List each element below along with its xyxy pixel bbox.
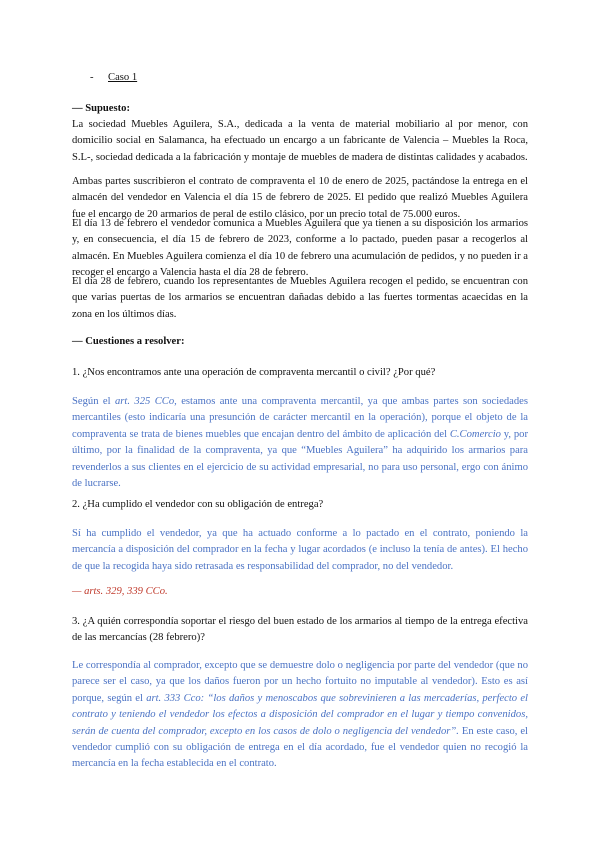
supuesto-paragraph-1: La sociedad Muebles Aguilera, S.A., dedicada a la venta de material mobiliario al por menor, con domicilio social en Salamanca, ha efectuado un encargo a un fabricante de Valencia – Muebles la Roca, S.L-, sociedad dedicada a la fabricación y montaje de muebles de madera de distintas calidades y acabados.	[72, 119, 528, 163]
supuesto-paragraph-3: El día 13 de febrero el vendedor comunica a Muebles Aguilera que ya tienen a su disposición los armarios y, en consecuencia, el día 15 de febrero de 2023, conforme a lo pactado, pueden pasar a recogerlos al almacén. En Muebles Aguilera comienza el día 10 de febrero una acumulación de pedidos, y no pueden ir a recoger el encargo a Valencia hasta el día 28 de febrero.	[72, 218, 528, 279]
supuesto-heading: — Supuesto:	[72, 103, 130, 114]
answer-3-quote: art. 333 Cco: “los daños y menoscabos que sobrevinieren a las mercaderías, perfecto el contrato y teniendo el vendedor los efectos a disposición del comprador en el lugar y tiempo convenidos, serán de cuenta del comprador, excepto en los casos de dolo o negligencia del vendedor”.	[72, 692, 528, 737]
answer-3	[72, 658, 528, 773]
answer-3-text-a: Le correspondía al comprador, excepto que se demuestre dolo o negligencia por parte del vendedor (que no parece ser el caso, ya que los daños fueron por un hecho fortuito no imputable al vendedor). Esto es así porque, según el	[72, 660, 528, 704]
list-bullet: -	[90, 72, 94, 83]
answer-1-text-b: estamos ante una compraventa mercantil, ya que ambas partes son sociedades mercantiles (esto indicaría una presunción de carácter mercantil en la operación), porque el objeto de la compraventa se trata de bienes muebles que encajan dentro del ámbito de aplicación del	[72, 396, 528, 440]
answer-2: Sí ha cumplido el vendedor, ya que ha actuado conforme a lo pactado en el contrato, poniendo la mercancía a disposición del comprador en la fecha y lugar acordados (e incluso la tenía de antes). El hecho de que la recogida haya sido retrasada es responsabilidad del comprador, no del vendedor.	[72, 528, 528, 572]
answer-2-references: — arts. 329, 339 CCo.	[72, 586, 168, 597]
answer-3-text-b: En este caso, el vendedor cumplió con su obligación de entrega en el día acordado, fue el vendedor quien no recogió la mercancía en la fecha establecida en el contrato.	[72, 725, 528, 770]
supuesto-paragraph-4: El día 28 de febrero, cuando los representantes de Muebles Aguilera recogen el pedido, se encuentran con que varias puertas de los armarios se encuentran dañadas debido a las fuertes tormentas acaecidas en la zona en los últimos días.	[72, 276, 528, 320]
question-3: 3. ¿A quién correspondía soportar el riesgo del buen estado de los armarios al tiempo de la entrega efectiva de las mercancías (28 febrero)?	[72, 616, 528, 644]
answer-1-reference-2: C.Comercio	[449, 428, 501, 440]
answer-1-text-a: Según el	[72, 396, 115, 407]
question-1: 1. ¿Nos encontramos ante una operación de compraventa mercantil o civil? ¿Por qué?	[72, 367, 436, 378]
case-title: Caso 1	[108, 72, 138, 83]
supuesto-paragraph-2: Ambas partes suscribieron el contrato de compraventa el 10 de enero de 2025, pactándose la entrega en el almacén del vendedor en Valencia el día 15 de febrero de 2025. El pedido que realizó Muebles Aguilera fue el encargo de 20 armarios de peral de estilo clásico, por un precio total de 75.000 euros.	[72, 176, 528, 220]
answer-1-text-c: y, por último, por la finalidad de la compraventa, ya que “Muebles Aguilera” ha adquirido los armarios para revenderlos a sus clientes en el ejercicio de su actividad empresarial, no para uso personal, ergo con ánimo de lucrarse.	[72, 428, 528, 490]
cuestiones-heading: — Cuestiones a resolver:	[72, 336, 185, 347]
answer-1	[72, 394, 528, 492]
question-2: 2. ¿Ha cumplido el vendedor con su obligación de entrega?	[72, 499, 324, 510]
answer-1-reference: art. 325 CCo,	[114, 396, 177, 407]
